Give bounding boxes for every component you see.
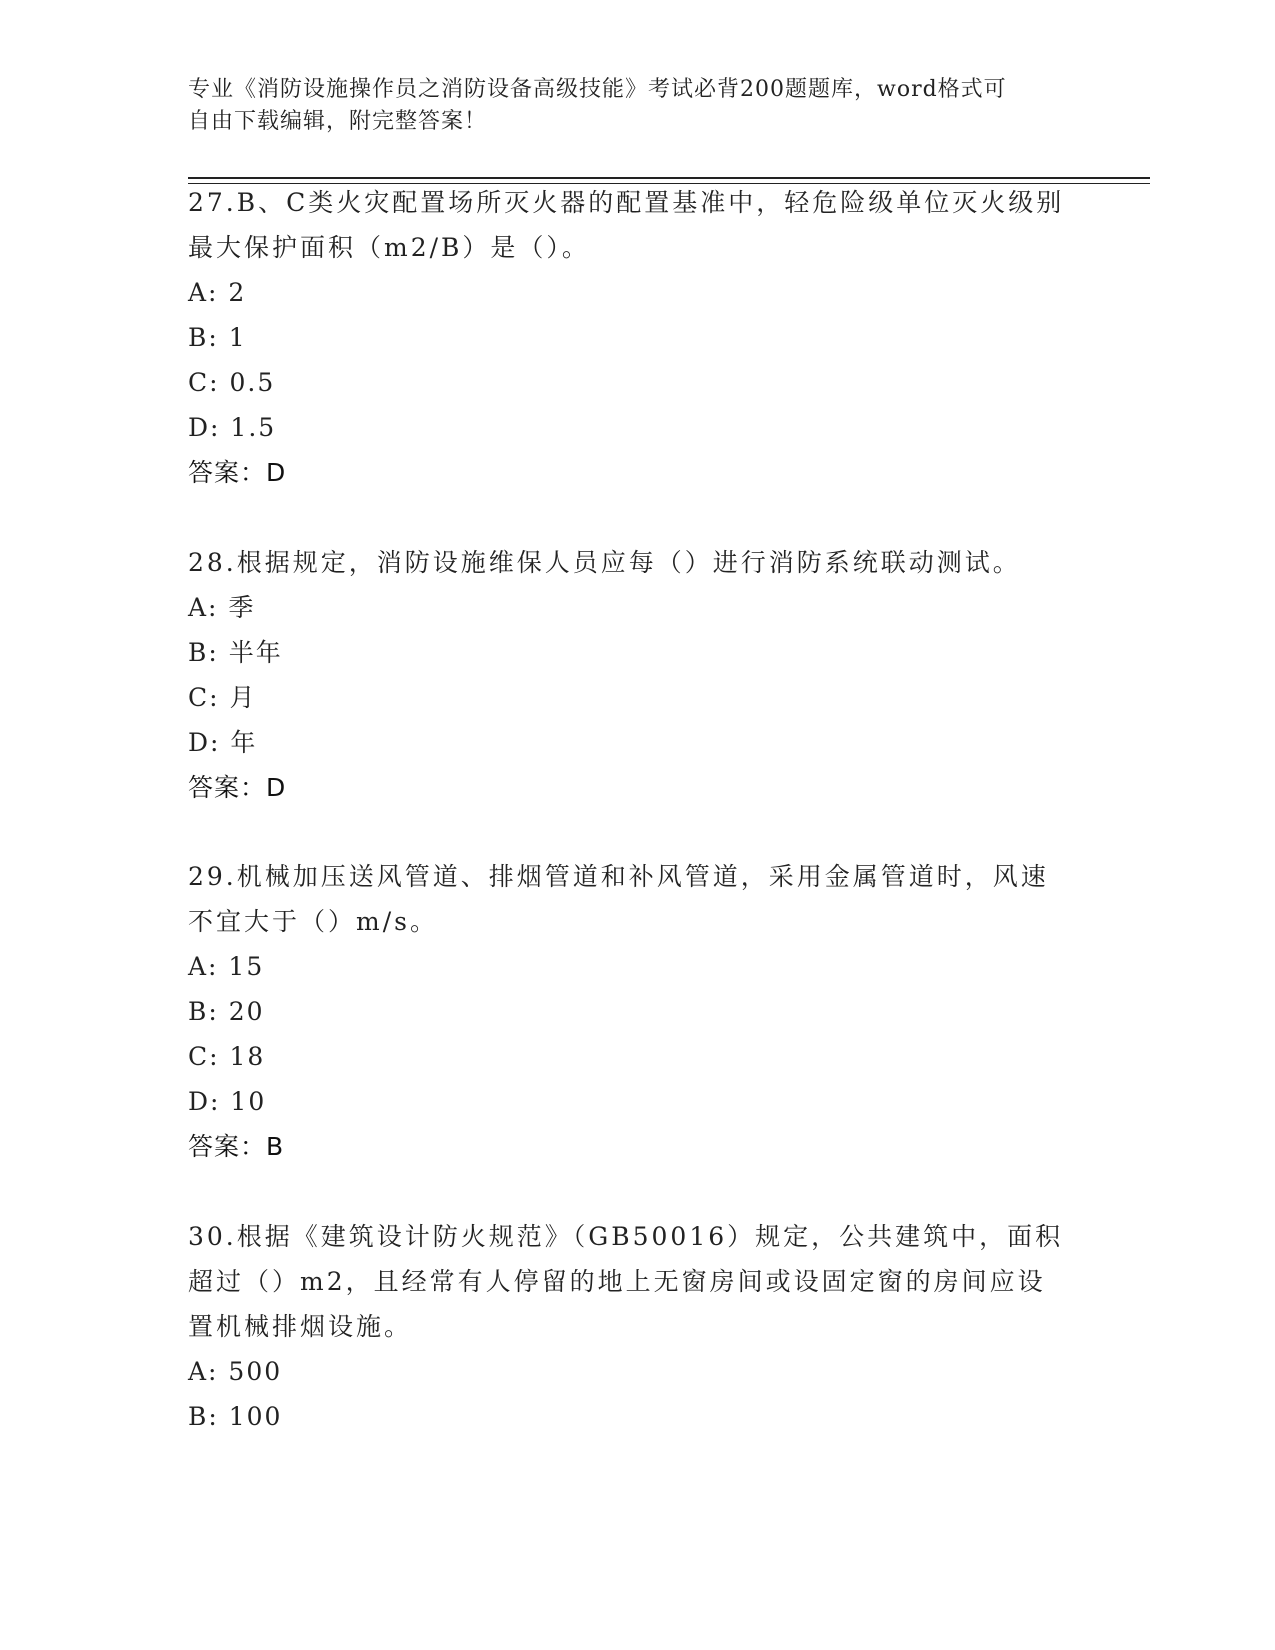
option-b: B: 100 (188, 1402, 283, 1431)
question-28 (188, 540, 1088, 810)
option-b: B: 1 (188, 323, 247, 352)
header-divider-thick (188, 177, 1150, 179)
question-stem: 29.机械加压送风管道、排烟管道和补风管道，采用金属管道时，风速 (188, 862, 1049, 891)
option-b: B: 20 (188, 997, 265, 1026)
option-d: D: 10 (188, 1087, 267, 1116)
option-d: D: 年 (188, 728, 258, 757)
answer: 答案：D (188, 773, 287, 802)
document-header (188, 74, 1068, 138)
question-30 (188, 1214, 1088, 1439)
option-c: C: 月 (188, 683, 257, 712)
question-stem: 不宜大于（）m/s。 (188, 907, 438, 936)
question-stem: 28.根据规定，消防设施维保人员应每（）进行消防系统联动测试。 (188, 548, 1021, 577)
option-a: A: 500 (188, 1357, 283, 1386)
option-c: C: 0.5 (188, 368, 276, 397)
answer: 答案：D (188, 458, 287, 487)
option-c: C: 18 (188, 1042, 266, 1071)
option-a: A: 季 (188, 593, 256, 622)
option-d: D: 1.5 (188, 413, 277, 442)
question-stem: 30.根据《建筑设计防火规范》（GB50016）规定，公共建筑中，面积 (188, 1222, 1064, 1251)
option-a: A: 15 (188, 952, 265, 981)
option-b: B: 半年 (188, 638, 283, 667)
question-stem: 超过（）m2，且经常有人停留的地上无窗房间或设固定窗的房间应设 (188, 1267, 1046, 1296)
question-stem: 27.B、C类火灾配置场所灭火器的配置基准中，轻危险级单位灭火级别 (188, 188, 1065, 217)
question-stem: 最大保护面积（m2/B）是（）。 (188, 233, 590, 262)
question-27 (188, 180, 1088, 495)
question-stem: 置机械排烟设施。 (188, 1312, 413, 1341)
header-line-2: 自由下载编辑，附完整答案！ (188, 109, 488, 134)
question-29 (188, 854, 1088, 1169)
option-a: A: 2 (188, 278, 247, 307)
header-line-1: 专业《消防设施操作员之消防设备高级技能》考试必背200题题库，word格式可 (188, 77, 1007, 102)
answer: 答案：B (188, 1132, 285, 1161)
